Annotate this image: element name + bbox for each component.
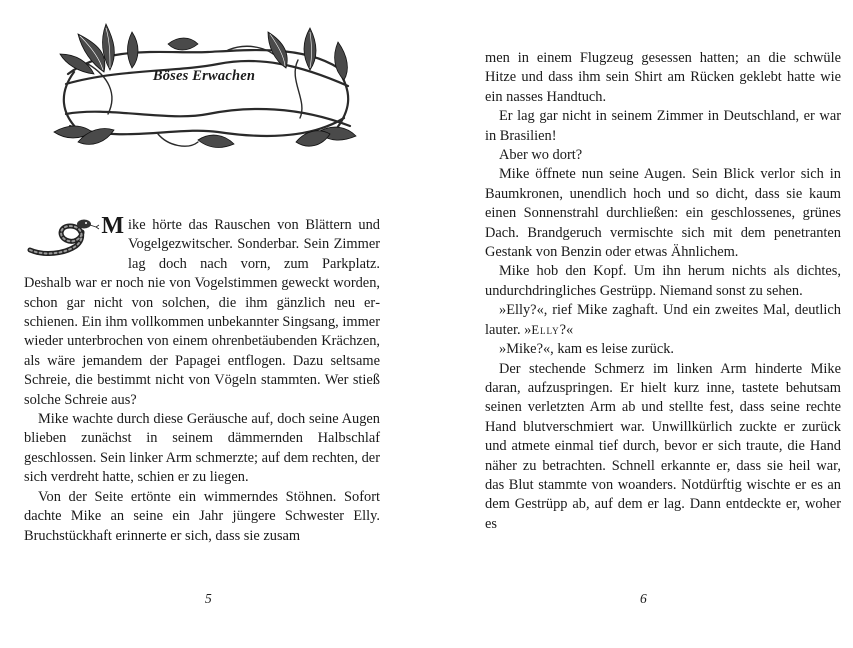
- drop-cap-letter: M: [101, 213, 124, 239]
- right-page: [426, 0, 853, 648]
- chapter-title: Böses Erwachen: [152, 68, 256, 84]
- left-page: [0, 0, 426, 648]
- paragraph: Aber wo dort?: [499, 147, 583, 164]
- paragraph: Mike öffnete nun seine Augen. Sein Blick verlor sich in Baumkronen, unendlich hoch und so dicht, dass sie kaum einen Sonnenstrahl durchließen: ein geschlossenes, grünes Dach. Brandgeruch vermischte sich mit dem penetranten Gestank von Benzin oder etwas Ähnlichem.: [485, 166, 841, 261]
- paragraph: Er lag gar nicht in seinem Zimmer in Deutschland, er war in Brasilien!: [485, 108, 841, 144]
- paragraph: Mike hob den Kopf. Um ihn herum nichts als dichtes, undurchdringliches Gestrüpp. Niemand sonst zu sehen.: [485, 263, 841, 299]
- snake-icon: [24, 216, 104, 256]
- paragraph-3: Von der Seite ertönte ein wimmerndes Stöhnen. Sofort dachte Mike an seine ein Jahr jüngere Schwester Elly. Bruchstückhaft erinnerte er sich, dass sie zusam: [24, 488, 380, 544]
- dropcap-ornament: [24, 213, 124, 256]
- small-caps-name: Elly: [531, 322, 560, 337]
- paragraph-continued: men in einem Flugzeug gesessen hatten; an die schwüle Hitze und dass ihm sein Shirt am Rücken geklebt hatte wie ein nasses Handtuch.: [485, 50, 841, 105]
- left-page-text: [24, 213, 380, 546]
- paragraph: »Mike?«, kam es leise zurück.: [499, 341, 675, 358]
- right-page-text: [485, 49, 841, 534]
- paragraph: Der stechende Schmerz im linken Arm hinderte Mike daran, aufzuspringen. Er hielt kurz inne, tastete behutsam seinen verletzten Arm ab und stellte fest, dass seine rechte Hand blutverschmiert war. Unwillkürlich zuckte er zurück und atmete einmal tief durch, bevor er sich traute, die Hand näher zu betrachten. Schnell erkannte er, dass sie heil war, das Blut stammte von woanders. Notdürftig wischte er es an dem Gestrüpp ab, auf dem er lag. Dann entdeckte er, woher es: [485, 360, 841, 532]
- paragraph-2: Mike wachte durch diese Geräusche auf, doch seine Augen blieben zunächst in seinem dämmernden Halbschlaf geschlossen. Sein linker Arm schmerzte; auf dem rechten, der sich verdreht hatte, schien er zu liegen.: [24, 411, 380, 486]
- jungle-vine-frame-illustration: [48, 14, 360, 160]
- page-number: 5: [205, 591, 212, 606]
- dialogue-paragraph: »Elly?«, rief Mike zaghaft. Und ein zweites Mal, deutlich lauter. »Elly?«: [485, 302, 841, 338]
- paragraph-1: M ike hörte das Rauschen von Blättern und Vogelgezwitscher. Sonderbar. Sein Zimmer lag doch nach vorn, zum Parkplatz. Deshalb war er noch nie von Vogelstimmen geweckt worden, schon gar nicht von solchen, die ihm gänzlich neu erschienen. Ein ihm vollkommen unbekannter Singsang, immer wieder unterbrochen von einem ohrenbetäubenden Krächzen, als wäre jemandem der Papagei entflogen. Dazu seltsame Schreie, die bestimmt nicht von Vögeln stammten. Wer stieß solche Schreie aus?: [24, 213, 380, 408]
- page-number: 6: [640, 591, 647, 606]
